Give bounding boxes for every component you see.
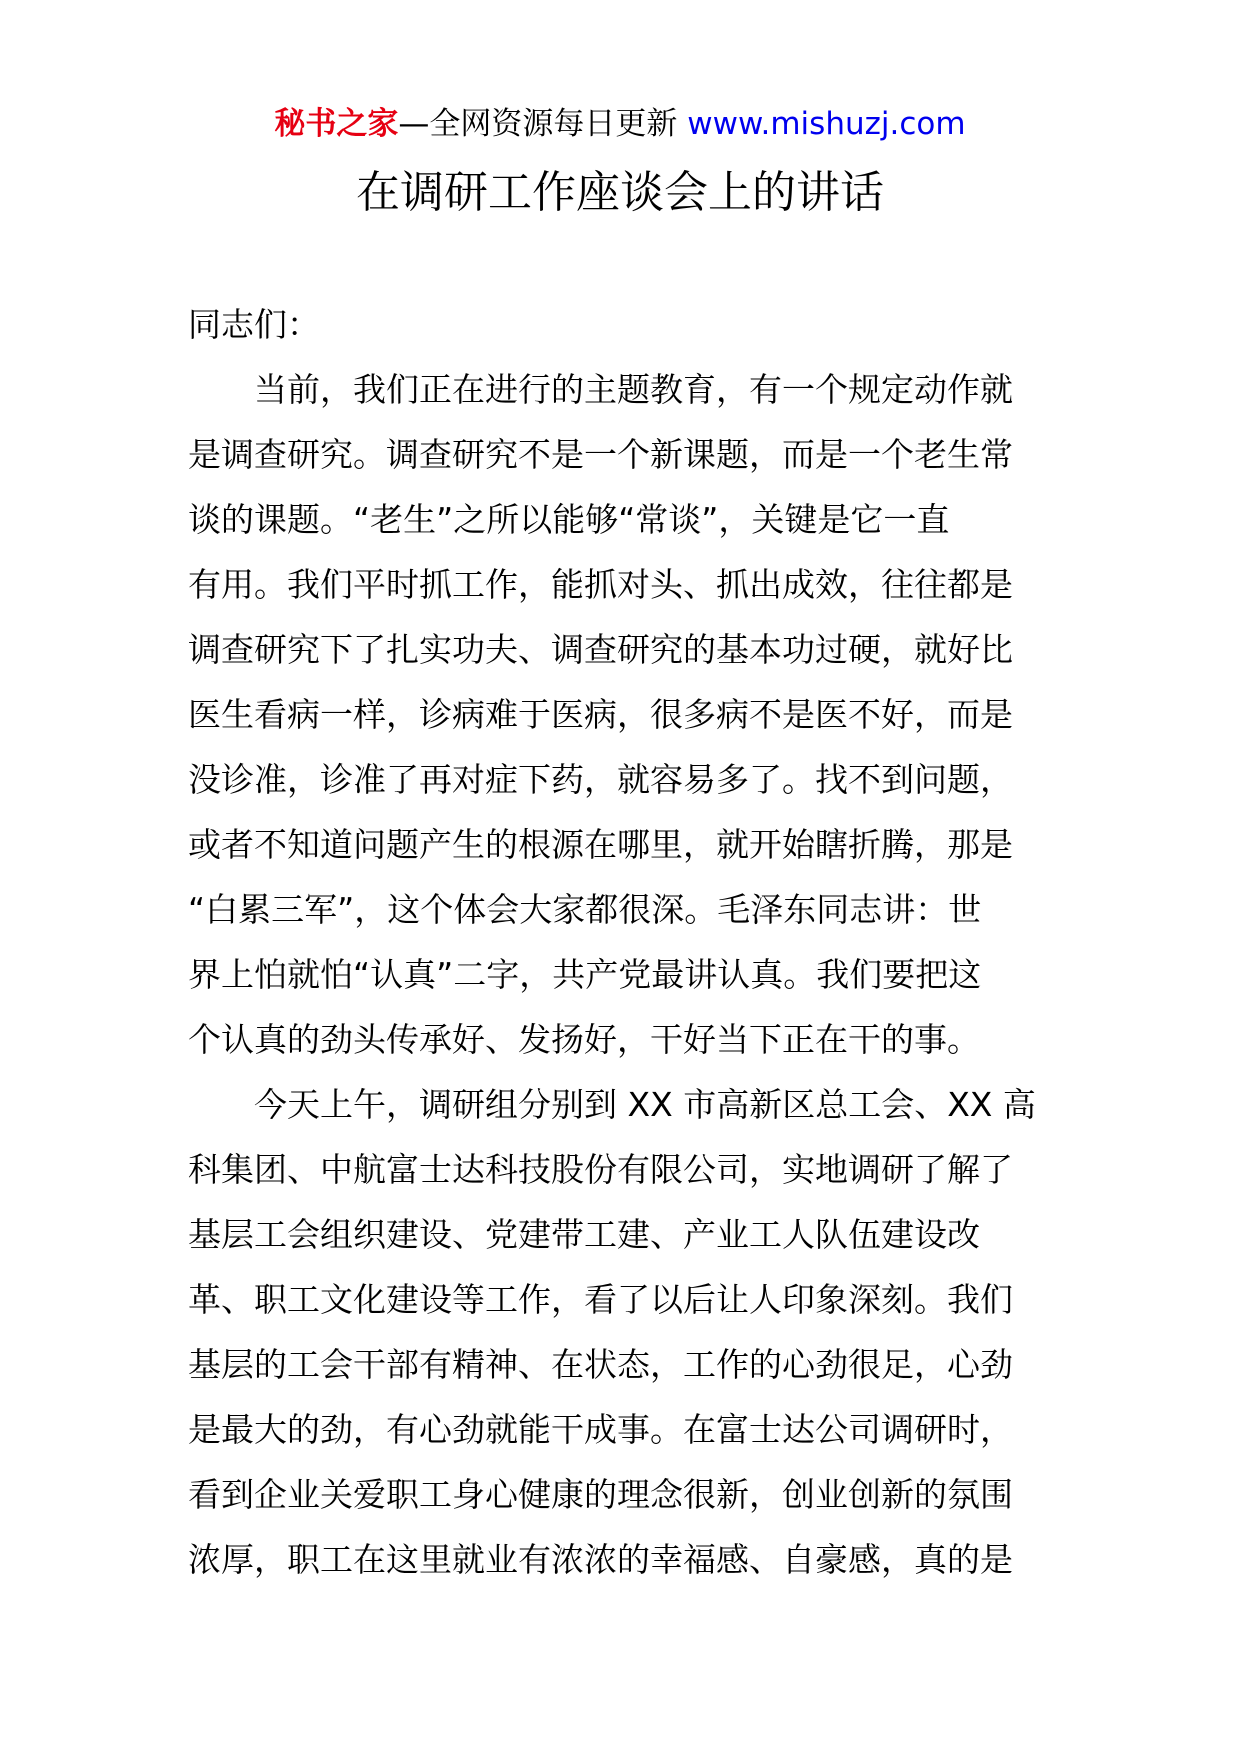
paragraph-line: 调查研究下了扎实功夫、调查研究的基本功过硬，就好比 xyxy=(188,630,1013,669)
document-body xyxy=(188,292,1068,1592)
paragraph-line: 浓厚，职工在这里就业有浓浓的幸福感、自豪感，真的是 xyxy=(188,1540,1013,1579)
paragraph-line: 基层工会组织建设、党建带工建、产业工人队伍建设改 xyxy=(188,1215,980,1254)
site-slogan: —全网资源每日更新 xyxy=(398,106,678,142)
paragraph-line: 界上怕就怕“认真”二字，共产党最讲认真。我们要把这 xyxy=(188,955,982,994)
paragraph-line: 革、职工文化建设等工作，看了以后让人印象深刻。我们 xyxy=(188,1280,1013,1319)
paragraph-line: 是最大的劲，有心劲就能干成事。在富士达公司调研时， xyxy=(188,1410,1013,1449)
paragraph-line: “白累三军”，这个体会大家都很深。毛泽东同志讲：世 xyxy=(188,890,982,929)
paragraph-line: 今天上午，调研组分别到 XX 市高新区总工会、XX 高 xyxy=(254,1085,1036,1124)
paragraph-line: 谈的课题。“老生”之所以能够“常谈”，关键是它一直 xyxy=(188,500,950,539)
paragraph-line: 医生看病一样，诊病难于医病，很多病不是医不好，而是 xyxy=(188,695,1013,734)
paragraph-line: 基层的工会干部有精神、在状态，工作的心劲很足，心劲 xyxy=(188,1345,1013,1384)
site-header xyxy=(0,100,1240,148)
paragraph-line: 个认真的劲头传承好、发扬好，干好当下正在干的事。 xyxy=(188,1020,980,1059)
document-title: 在调研工作座谈会上的讲话 xyxy=(356,167,884,218)
salutation: 同志们： xyxy=(188,305,320,344)
site-url: www.mishuzj.com xyxy=(687,106,966,142)
paragraph-line: 当前，我们正在进行的主题教育，有一个规定动作就 xyxy=(254,370,1013,409)
paragraph-line: 科集团、中航富士达科技股份有限公司，实地调研了解了 xyxy=(188,1150,1013,1189)
brand-name: 秘书之家 xyxy=(274,106,399,142)
paragraph-line: 或者不知道问题产生的根源在哪里，就开始瞎折腾，那是 xyxy=(188,825,1013,864)
paragraph-line: 有用。我们平时抓工作，能抓对头、抓出成效，往往都是 xyxy=(188,565,1013,604)
paragraph-line: 没诊准，诊准了再对症下药，就容易多了。找不到问题， xyxy=(188,760,1013,799)
paragraph-line: 是调查研究。调查研究不是一个新课题，而是一个老生常 xyxy=(188,435,1013,474)
paragraph-line: 看到企业关爱职工身心健康的理念很新，创业创新的氛围 xyxy=(188,1475,1013,1514)
